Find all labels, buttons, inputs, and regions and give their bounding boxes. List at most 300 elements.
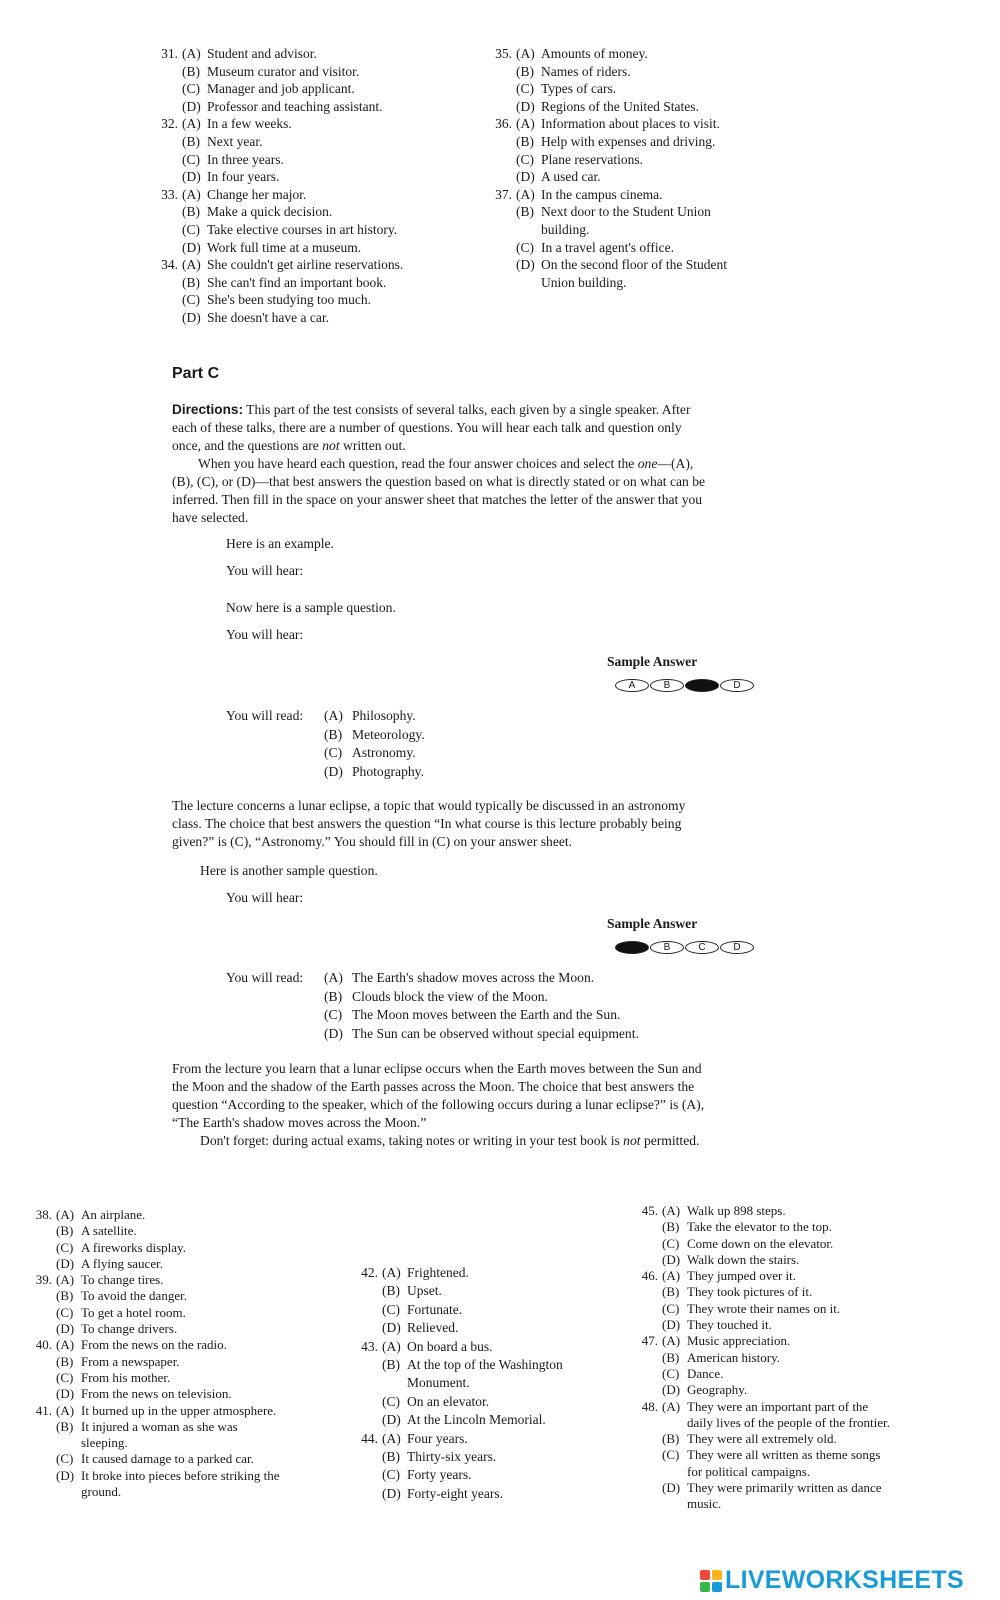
choice-letter: (D)	[182, 309, 201, 325]
answer-choice	[150, 45, 403, 63]
choice-text: Museum curator and visitor.	[207, 63, 360, 79]
answer-choice	[630, 1366, 890, 1382]
choice-letter: (C)	[516, 239, 534, 255]
answer-choice	[24, 1337, 280, 1353]
answer-choice	[150, 80, 403, 98]
question-number	[150, 168, 182, 186]
question-item	[150, 256, 403, 326]
answer-choice	[150, 168, 403, 186]
choice-letter: (C)	[182, 292, 200, 308]
answer-choice	[350, 1356, 563, 1374]
choice-text: They took pictures of it.	[687, 1284, 813, 1300]
answer-choice	[24, 1370, 280, 1386]
you-will-read-1	[226, 707, 425, 781]
choice-letter: (A)	[382, 1430, 401, 1446]
choice-letter: (B)	[382, 1283, 400, 1299]
choice-letter: (B)	[516, 204, 534, 220]
answer-choice	[630, 1399, 890, 1415]
choice-text: It broke into pieces before striking the	[81, 1467, 280, 1483]
choice-text: Clouds block the view of the Moon.	[352, 988, 548, 1004]
question-number	[150, 98, 182, 116]
question-item	[630, 1203, 890, 1268]
question-number	[350, 1282, 382, 1300]
sample-answer-label-1: Sample Answer	[607, 654, 698, 669]
choice-text: In four years.	[207, 169, 280, 185]
question-number: 35.	[495, 46, 512, 61]
question-number	[150, 309, 182, 327]
choice-text: Photography.	[352, 763, 424, 779]
choice-text: Work full time at a museum.	[207, 239, 362, 255]
choice-text: In three years.	[207, 151, 284, 167]
answer-choice	[24, 1207, 280, 1223]
choice-letter: (B)	[662, 1431, 680, 1447]
choice-text: They were all extremely old.	[687, 1431, 837, 1447]
question-number: 43.	[361, 1338, 378, 1354]
choice-letter: (D)	[382, 1485, 401, 1501]
answer-choice	[630, 1447, 890, 1463]
choice-text: Take elective courses in art history.	[207, 221, 398, 237]
choice-letter: (C)	[662, 1235, 680, 1251]
question-item	[350, 1264, 563, 1338]
choice-letter: (A)	[382, 1265, 401, 1280]
question-number	[484, 133, 516, 151]
you-will-hear-3: You will hear:	[226, 890, 304, 905]
choice-text: In a few weeks.	[207, 116, 292, 132]
choice-letter: (C)	[382, 1467, 400, 1483]
choice-text: To get a hotel room.	[81, 1304, 186, 1320]
question-number: 37.	[495, 186, 512, 202]
choice-letter: (A)	[182, 257, 201, 273]
choice-text: A fireworks display.	[81, 1239, 186, 1255]
choice-text: Thirty-six years.	[407, 1449, 497, 1465]
question-number	[24, 1354, 56, 1370]
logo-mark-square	[700, 1582, 710, 1592]
choice-letter: (B)	[662, 1219, 680, 1235]
question-number: 31.	[161, 46, 178, 61]
question-number	[350, 1411, 382, 1429]
choice-text: To change drivers.	[81, 1321, 178, 1337]
choice-text: The Sun can be observed without special equipment.	[352, 1025, 639, 1041]
question-number	[150, 221, 182, 239]
answer-choice	[350, 1466, 563, 1484]
answer-choice	[350, 1301, 563, 1319]
part-c-heading: Part C	[172, 365, 220, 382]
choice-text: Types of cars.	[541, 81, 617, 97]
answer-choice	[630, 1203, 890, 1219]
choice-letter: (D)	[182, 98, 201, 114]
answer-choice	[484, 115, 727, 133]
choice-letter: (D)	[662, 1251, 681, 1267]
choice-letter: (D)	[662, 1382, 681, 1398]
question-number	[350, 1393, 382, 1411]
choice-letter: (A)	[324, 970, 343, 985]
choice-letter: (D)	[516, 257, 535, 273]
choice-text: She can't find an important book.	[207, 274, 387, 290]
choice-text: She doesn't have a car.	[207, 309, 330, 325]
read-choice	[226, 763, 425, 782]
choice-text: Help with expenses and driving.	[541, 133, 716, 149]
question-number	[150, 133, 182, 151]
answer-choice	[350, 1485, 563, 1503]
choice-text: Plane reservations.	[541, 151, 643, 167]
choice-letter: (C)	[382, 1301, 400, 1317]
question-item	[150, 45, 403, 115]
read-choice	[226, 726, 425, 745]
answer-choice	[24, 1272, 280, 1288]
read-choice	[226, 707, 425, 726]
choice-letter: (C)	[56, 1239, 74, 1255]
logo-text: LIVEWORKSHEETS	[725, 1566, 964, 1594]
choice-text: On board a bus.	[407, 1338, 493, 1354]
question-number	[150, 239, 182, 257]
sample-question-2: Here is another sample question.	[200, 863, 378, 878]
choice-letter: (C)	[56, 1304, 74, 1320]
you-will-hear-1: You will hear:	[226, 563, 304, 578]
answer-choice	[150, 151, 403, 169]
answer-choice	[484, 80, 727, 98]
you-will-read-label: You will read:	[226, 708, 304, 723]
question-number: 41.	[35, 1402, 52, 1418]
choice-text: Next year.	[207, 133, 263, 149]
answer-choice	[484, 256, 727, 274]
answer-choice	[484, 203, 727, 221]
answer-choice	[24, 1451, 280, 1467]
choice-letter: (C)	[56, 1369, 74, 1385]
question-item	[150, 186, 403, 256]
answer-choice	[630, 1268, 890, 1284]
question-number	[350, 1466, 382, 1484]
question-number: 45.	[641, 1203, 658, 1218]
question-item	[630, 1333, 890, 1398]
choice-text: She's been studying too much.	[207, 292, 372, 308]
choice-letter: (D)	[382, 1320, 401, 1336]
choice-text: Forty-eight years.	[407, 1485, 503, 1501]
answer-choice	[150, 115, 403, 133]
question-number	[350, 1448, 382, 1466]
choice-letter: (B)	[382, 1449, 400, 1465]
answer-choice	[630, 1301, 890, 1317]
choice-text: From a newspaper.	[81, 1353, 180, 1369]
question-number	[484, 168, 516, 186]
choice-letter: (B)	[182, 133, 200, 149]
answer-choice	[24, 1288, 280, 1304]
choice-text: A satellite.	[81, 1223, 137, 1239]
question-item	[24, 1207, 280, 1272]
read-choice	[226, 1006, 639, 1025]
question-number: 39.	[35, 1272, 52, 1288]
question-number	[630, 1284, 662, 1300]
choice-continuation	[484, 221, 727, 239]
answer-choice	[150, 239, 403, 257]
choice-letter: (A)	[182, 186, 201, 202]
answer-choice	[24, 1419, 280, 1435]
question-number	[630, 1366, 662, 1382]
choice-text: At the top of the Washington	[407, 1357, 563, 1373]
choice-letter: (C)	[516, 81, 534, 97]
answer-choice	[484, 186, 727, 204]
answer-choice	[24, 1256, 280, 1272]
choice-text-cont: daily lives of the people of the frontier.	[687, 1414, 890, 1430]
question-number	[630, 1431, 662, 1447]
choice-text: From the news on television.	[81, 1386, 232, 1402]
choice-text: The Moon moves between the Earth and the Sun.	[352, 1007, 621, 1022]
choice-text-cont: for political campaigns.	[687, 1463, 811, 1479]
choice-letter: (B)	[516, 63, 534, 79]
answer-choice	[484, 151, 727, 169]
choice-text: She couldn't get airline reservations.	[207, 257, 404, 273]
choice-text-cont: music.	[687, 1496, 722, 1512]
questions-35-37	[484, 45, 727, 291]
choice-text: Meteorology.	[352, 726, 425, 742]
question-number: 40.	[35, 1337, 52, 1353]
answer-bubble: B	[650, 941, 684, 954]
question-number	[24, 1305, 56, 1321]
question-item	[630, 1399, 890, 1513]
questions-38-41	[24, 1207, 280, 1500]
choice-letter: (D)	[382, 1412, 401, 1428]
question-item	[484, 115, 727, 185]
choice-text: Four years.	[407, 1430, 468, 1446]
question-number	[150, 151, 182, 169]
question-number	[350, 1356, 382, 1374]
choice-letter: (B)	[56, 1353, 74, 1369]
choice-letter: (A)	[324, 708, 343, 723]
question-number	[150, 274, 182, 292]
choice-text: Take the elevator to the top.	[687, 1219, 832, 1235]
answer-choice	[630, 1252, 890, 1268]
answer-choice	[150, 274, 403, 292]
choice-letter: (A)	[662, 1203, 681, 1218]
question-number	[630, 1236, 662, 1252]
choice-text: Upset.	[407, 1283, 442, 1299]
choice-text: A flying saucer.	[81, 1255, 163, 1271]
question-number: 34.	[161, 257, 178, 273]
choice-letter: (C)	[324, 745, 343, 760]
choice-letter: (B)	[662, 1349, 680, 1365]
question-number: 36.	[495, 116, 512, 132]
choice-letter: (C)	[324, 1007, 343, 1022]
choice-text: Student and advisor.	[207, 46, 317, 61]
liveworksheets-logo	[700, 1566, 964, 1595]
choice-text-cont: sleeping.	[81, 1435, 128, 1451]
choice-text: A used car.	[541, 169, 601, 185]
choice-text: It burned up in the upper atmosphere.	[81, 1402, 277, 1418]
answer-bubble: C	[685, 941, 719, 954]
choice-letter: (D)	[324, 1025, 343, 1041]
choice-text: From the news on the radio.	[81, 1337, 227, 1353]
answer-choice	[150, 203, 403, 221]
choice-letter: (B)	[324, 988, 343, 1004]
choice-letter: (A)	[56, 1402, 75, 1418]
choice-letter: (C)	[182, 151, 200, 167]
choice-text: It caused damage to a parked car.	[81, 1451, 254, 1467]
choice-text-cont: Monument.	[407, 1375, 470, 1391]
answer-choice	[484, 45, 727, 63]
read-choice	[226, 969, 639, 988]
question-number: 48.	[641, 1398, 658, 1414]
choice-continuation	[630, 1415, 890, 1431]
answer-choice	[350, 1282, 563, 1300]
question-item	[150, 115, 403, 185]
you-will-read-label: You will read:	[226, 970, 304, 985]
choice-continuation	[484, 274, 727, 292]
choice-text: They jumped over it.	[687, 1268, 797, 1284]
choice-text: Dance.	[687, 1365, 724, 1381]
question-number	[630, 1252, 662, 1268]
choice-text: They touched it.	[687, 1317, 772, 1333]
answer-choice	[630, 1236, 890, 1252]
question-item	[630, 1268, 890, 1333]
choice-letter: (D)	[516, 169, 535, 185]
answer-choice	[24, 1223, 280, 1239]
question-item	[484, 186, 727, 292]
question-number: 32.	[161, 116, 178, 132]
choice-letter: (D)	[56, 1255, 75, 1271]
choice-letter: (B)	[56, 1288, 74, 1304]
answer-choice	[150, 309, 403, 327]
answer-choice	[350, 1448, 563, 1466]
choice-text: On the second floor of the Student	[541, 257, 727, 273]
answer-choice	[150, 63, 403, 81]
choice-text: Astronomy.	[352, 745, 416, 760]
question-number: 46.	[641, 1268, 658, 1284]
choice-text: Manager and job applicant.	[207, 81, 355, 97]
choice-letter: (A)	[662, 1268, 681, 1284]
choice-letter: (D)	[662, 1480, 681, 1496]
question-number: 44.	[361, 1430, 378, 1446]
choice-letter: (C)	[182, 221, 200, 237]
choice-text: Philosophy.	[352, 708, 416, 723]
choice-text-cont: ground.	[81, 1484, 122, 1500]
choice-text: An airplane.	[81, 1207, 146, 1222]
question-number	[484, 256, 516, 274]
questions-31-34	[150, 45, 403, 327]
answer-bubble: A	[615, 679, 649, 692]
question-number	[24, 1288, 56, 1304]
question-number	[630, 1301, 662, 1317]
choice-text: Professor and teaching assistant.	[207, 98, 383, 114]
question-number: 47.	[641, 1333, 658, 1349]
choice-continuation	[24, 1484, 280, 1500]
explanation-1: The lecture concerns a lunar eclipse, a topic that would typically be discussed in an astronomy class. The choice that best answers the question “In what course is this lecture probably being given?” is (C), “Astronomy.” You should fill in (C) on your answer sheet.	[172, 798, 686, 849]
choice-letter: (A)	[182, 46, 201, 61]
answer-choice	[484, 168, 727, 186]
question-number	[630, 1480, 662, 1496]
choice-text: It injured a woman as she was	[81, 1418, 238, 1434]
logo-mark-icon	[700, 1570, 722, 1592]
question-number	[484, 63, 516, 81]
question-number	[484, 203, 516, 221]
choice-letter: (B)	[662, 1284, 680, 1300]
question-number	[24, 1370, 56, 1386]
question-number	[484, 98, 516, 116]
choice-text-cont: building.	[541, 221, 590, 237]
choice-text: Forty years.	[407, 1467, 472, 1483]
question-number	[350, 1319, 382, 1337]
answer-choice	[630, 1284, 890, 1300]
questions-45-48	[630, 1203, 890, 1513]
answer-choice	[24, 1321, 280, 1337]
answer-choice	[484, 63, 727, 81]
question-number	[630, 1219, 662, 1235]
example-intro: Here is an example.	[226, 536, 334, 551]
answer-bubble: B	[650, 679, 684, 692]
answer-choice	[350, 1264, 563, 1282]
answer-choice	[150, 291, 403, 309]
choice-text: The Earth's shadow moves across the Moon.	[352, 970, 595, 985]
answer-choice	[630, 1431, 890, 1447]
answer-bubble: D	[720, 941, 754, 954]
choice-text: To avoid the danger.	[81, 1288, 187, 1304]
you-will-read-2	[226, 969, 639, 1043]
choice-letter: (D)	[182, 169, 201, 185]
question-number	[630, 1382, 662, 1398]
choice-text: On an elevator.	[407, 1393, 490, 1409]
sample-answer-bubbles-2	[615, 941, 755, 954]
answer-bubble: A	[615, 941, 649, 954]
choice-letter: (B)	[56, 1418, 74, 1434]
choice-text: In the campus cinema.	[541, 186, 663, 202]
question-item	[24, 1403, 280, 1501]
explanation-2: From the lecture you learn that a lunar eclipse occurs when the Earth moves between the Sun and the Moon and the shadow of the Earth passes across the Moon. The choice that best answers the question “According to the speaker, which of the following occurs during a lunar eclipse?” is (A), “The Earth's shadow moves across the Moon.” Don't forget: during actual exams, taking notes or writing in your test book is not permitted.	[172, 1061, 705, 1148]
question-number	[24, 1240, 56, 1256]
answer-choice	[24, 1354, 280, 1370]
answer-choice	[24, 1305, 280, 1321]
question-number	[24, 1468, 56, 1484]
choice-continuation	[630, 1496, 890, 1512]
choice-letter: (A)	[56, 1337, 75, 1353]
choice-text: Come down on the elevator.	[687, 1235, 834, 1251]
answer-choice	[350, 1430, 563, 1448]
question-item	[350, 1430, 563, 1504]
choice-text: Walk down the stairs.	[687, 1251, 800, 1267]
choice-letter: (C)	[662, 1447, 680, 1463]
answer-choice	[150, 186, 403, 204]
choice-letter: (A)	[56, 1272, 75, 1288]
question-number	[350, 1485, 382, 1503]
choice-text: From his mother.	[81, 1369, 171, 1385]
choice-letter: (A)	[516, 46, 535, 61]
answer-choice	[24, 1240, 280, 1256]
question-number	[630, 1317, 662, 1333]
question-number	[24, 1223, 56, 1239]
choice-text: Relieved.	[407, 1320, 459, 1336]
choice-text: Next door to the Student Union	[541, 204, 711, 220]
question-number	[150, 63, 182, 81]
choice-letter: (A)	[516, 116, 535, 132]
choice-text-cont: Union building.	[541, 274, 627, 290]
choice-letter: (C)	[662, 1300, 680, 1316]
sample-answer-bubbles-1	[615, 679, 755, 692]
choice-text: In a travel agent's office.	[541, 239, 674, 255]
directions-label: Directions:	[172, 402, 244, 417]
choice-text: They were all written as theme songs	[687, 1447, 881, 1463]
choice-letter: (D)	[56, 1321, 75, 1337]
choice-text: Amounts of money.	[541, 46, 648, 61]
question-number	[484, 239, 516, 257]
answer-choice	[350, 1319, 563, 1337]
choice-text: Names of riders.	[541, 63, 631, 79]
choice-letter: (B)	[182, 274, 200, 290]
question-item	[24, 1272, 280, 1337]
answer-choice	[150, 133, 403, 151]
answer-choice	[630, 1480, 890, 1496]
choice-continuation	[350, 1374, 563, 1392]
choice-continuation	[24, 1435, 280, 1451]
read-choice	[226, 988, 639, 1007]
question-number	[630, 1447, 662, 1463]
choice-letter: (D)	[662, 1317, 681, 1333]
